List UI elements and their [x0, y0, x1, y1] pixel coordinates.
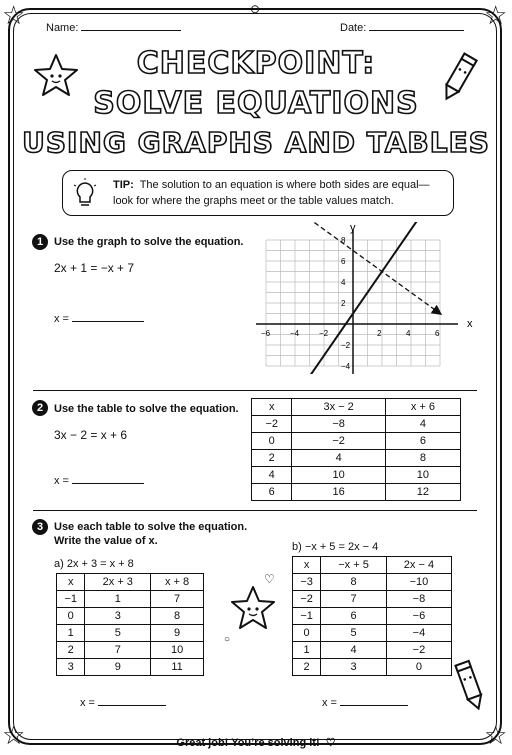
q3a-answer-label: x =: [80, 697, 95, 709]
question-number-2: 2: [32, 400, 48, 416]
star-icon: ☆: [2, 720, 26, 750]
q1-answer-line[interactable]: [72, 321, 144, 322]
star-icon: ☆: [2, 0, 26, 30]
q3b-table-cell: 1: [293, 642, 321, 659]
table-row: [252, 416, 461, 433]
q2-table-cell: −2: [252, 416, 292, 433]
q3a-table-cell: 9: [85, 659, 151, 676]
q2-table-cell: 10: [385, 467, 460, 484]
tip-content: [113, 177, 448, 209]
q3b-table-cell: 4: [321, 642, 387, 659]
q3a-table-header-row: [57, 574, 204, 591]
date-field[interactable]: [340, 22, 464, 34]
table-row: [293, 625, 452, 642]
q1-answer-label: x =: [54, 313, 69, 325]
q2-table-cell: 8: [385, 450, 460, 467]
q3b-table-cell: 6: [321, 608, 387, 625]
x-tick-label: −4: [290, 329, 300, 338]
q2-answer-line[interactable]: [72, 483, 144, 484]
name-field[interactable]: [46, 22, 181, 34]
table-row: [252, 433, 461, 450]
lightbulb-icon: [71, 177, 99, 211]
table-row: [293, 659, 452, 676]
coordinate-graph: [248, 222, 478, 374]
star-icon: ☆: [484, 720, 508, 750]
table-row: [252, 467, 461, 484]
q3b-table-cell: −1: [293, 608, 321, 625]
q3a-table-cell: 3: [85, 608, 151, 625]
q2-table-cell: 4: [385, 416, 460, 433]
q3b-table-cell: −8: [386, 591, 451, 608]
q3b-table-cell: −2: [293, 591, 321, 608]
table-row: [57, 642, 204, 659]
y-tick-label: 8: [341, 236, 346, 245]
q3a-table-cell: 5: [85, 625, 151, 642]
y-axis-label: y: [350, 222, 356, 234]
q2-table-cell: 16: [292, 484, 385, 501]
question-number-1: 1: [32, 234, 48, 250]
table-row: [293, 574, 452, 591]
q2-table-header-row: [252, 399, 461, 416]
q2-table-cell: −8: [292, 416, 385, 433]
table-row: [293, 608, 452, 625]
table-row: [57, 608, 204, 625]
table-row: [252, 450, 461, 467]
q2-answer-field[interactable]: [54, 475, 144, 487]
q3a-table: [56, 573, 204, 676]
q2-table-header-2: x + 6: [385, 399, 460, 416]
q1-equation: 2x + 1 = −x + 7: [54, 261, 135, 275]
q2-table-cell: 6: [252, 484, 292, 501]
q3b-table-cell: 7: [321, 591, 387, 608]
q3b-answer-line[interactable]: [340, 705, 408, 706]
x-tick-label: 2: [377, 329, 382, 338]
q2-table-cell: −2: [292, 433, 385, 450]
q3b-table-cell: −2: [386, 642, 451, 659]
q3a-table-cell: 8: [151, 608, 204, 625]
q3-prompt-line-1: Use each table to solve the equation.: [54, 521, 248, 533]
q3b-answer-field[interactable]: [322, 697, 408, 709]
y-tick-label: 6: [341, 257, 346, 266]
dot-decoration: ⊙: [250, 2, 261, 16]
q3a-table-cell: 1: [57, 625, 85, 642]
footer: [0, 736, 512, 749]
q3b-table-cell: 8: [321, 574, 387, 591]
q3b-table-cell: 5: [321, 625, 387, 642]
section-divider: [33, 390, 477, 391]
question-number-3: 3: [32, 519, 48, 535]
q3a-table-header-1: 2x + 3: [85, 574, 151, 591]
q3a-table-cell: 1: [85, 591, 151, 608]
q2-table-header-1: 3x − 2: [292, 399, 385, 416]
q3b-table-header-2: 2x − 4: [386, 557, 451, 574]
q3a-table-cell: 7: [85, 642, 151, 659]
q3a-table-cell: 9: [151, 625, 204, 642]
q2-table-cell: 12: [385, 484, 460, 501]
heart-icon: ♡: [322, 737, 336, 749]
table-row: [293, 591, 452, 608]
q2-answer-label: x =: [54, 475, 69, 487]
tip-box: [62, 170, 454, 216]
tip-text: The solution to an equation is where both sides are equal—look for where the graphs meet or the table values match.: [113, 179, 430, 207]
tip-label: TIP:: [113, 179, 134, 191]
q3a-table-cell: −1: [57, 591, 85, 608]
q2-table-cell: 4: [252, 467, 292, 484]
circle-decoration: ○: [224, 634, 231, 645]
q3b-table-header-row: [293, 557, 452, 574]
q3b-table-cell: −10: [386, 574, 451, 591]
q3b-table-cell: −4: [386, 625, 451, 642]
q3a-table-header-2: x + 8: [151, 574, 204, 591]
pencil-icon: [450, 654, 490, 716]
q3b-table-cell: −6: [386, 608, 451, 625]
table-row: [252, 484, 461, 501]
x-tick-label: 6: [435, 329, 440, 338]
table-row: [57, 659, 204, 676]
q3b-table-cell: −3: [293, 574, 321, 591]
q2-table-cell: 6: [385, 433, 460, 450]
footer-text: Great job! You’re solving it!: [176, 737, 320, 749]
q2-table-cell: 0: [252, 433, 292, 450]
name-line[interactable]: [81, 30, 181, 31]
x-tick-label: −6: [261, 329, 271, 338]
q2-table-cell: 10: [292, 467, 385, 484]
q3b-table-cell: 0: [386, 659, 451, 676]
q3b-table-cell: 3: [321, 659, 387, 676]
q3a-table-cell: 7: [151, 591, 204, 608]
q3a-table-cell: 3: [57, 659, 85, 676]
smiling-star-icon: [228, 584, 278, 632]
q3a-table-cell: 11: [151, 659, 204, 676]
title-line-3: USING GRAPHS AND TABLES: [22, 126, 490, 159]
section-divider: [33, 510, 477, 511]
q3-prompt-line-2: Write the value of x.: [54, 535, 158, 547]
q3a-answer-line[interactable]: [98, 705, 166, 706]
y-tick-label: −2: [341, 341, 351, 350]
date-line[interactable]: [369, 30, 464, 31]
q3b-table-header-0: x: [293, 557, 321, 574]
y-tick-label: 4: [341, 278, 346, 287]
q1-answer-field[interactable]: [54, 313, 144, 325]
q2-equation: 3x − 2 = x + 6: [54, 428, 128, 442]
name-label: Name:: [46, 22, 79, 34]
title-line-1: CHECKPOINT:: [136, 46, 376, 81]
star-icon: ☆: [484, 0, 508, 30]
q1-prompt: Use the graph to solve the equation.: [54, 236, 244, 248]
q3b-table-cell: 0: [293, 625, 321, 642]
y-tick-label: 2: [341, 299, 346, 308]
q3b-table-cell: 2: [293, 659, 321, 676]
q3a-table-cell: 2: [57, 642, 85, 659]
q3a-label: a) 2x + 3 = x + 8: [54, 558, 134, 570]
table-row: [57, 591, 204, 608]
q2-table-header-0: x: [252, 399, 292, 416]
y-tick-label: −4: [341, 362, 351, 371]
table-row: [57, 625, 204, 642]
q3b-answer-label: x =: [322, 697, 337, 709]
q3b-table: [292, 556, 452, 676]
q2-table-cell: 2: [252, 450, 292, 467]
x-tick-label: 4: [406, 329, 411, 338]
table-row: [293, 642, 452, 659]
q3a-table-cell: 0: [57, 608, 85, 625]
q3a-table-header-0: x: [57, 574, 85, 591]
heart-icon: ♡: [264, 572, 275, 586]
q3a-answer-field[interactable]: [80, 697, 166, 709]
title-line-2: SOLVE EQUATIONS: [93, 86, 419, 121]
q2-table-cell: 4: [292, 450, 385, 467]
x-tick-label: −2: [319, 329, 329, 338]
x-axis-label: x: [467, 318, 473, 330]
date-label: Date:: [340, 22, 367, 34]
q3b-table-header-1: −x + 5: [321, 557, 387, 574]
q2-prompt: Use the table to solve the equation.: [54, 403, 239, 415]
solid-line-series: [281, 222, 441, 374]
q2-table: [251, 398, 461, 501]
q3a-table-cell: 10: [151, 642, 204, 659]
q3b-label: b) −x + 5 = 2x − 4: [292, 541, 379, 553]
